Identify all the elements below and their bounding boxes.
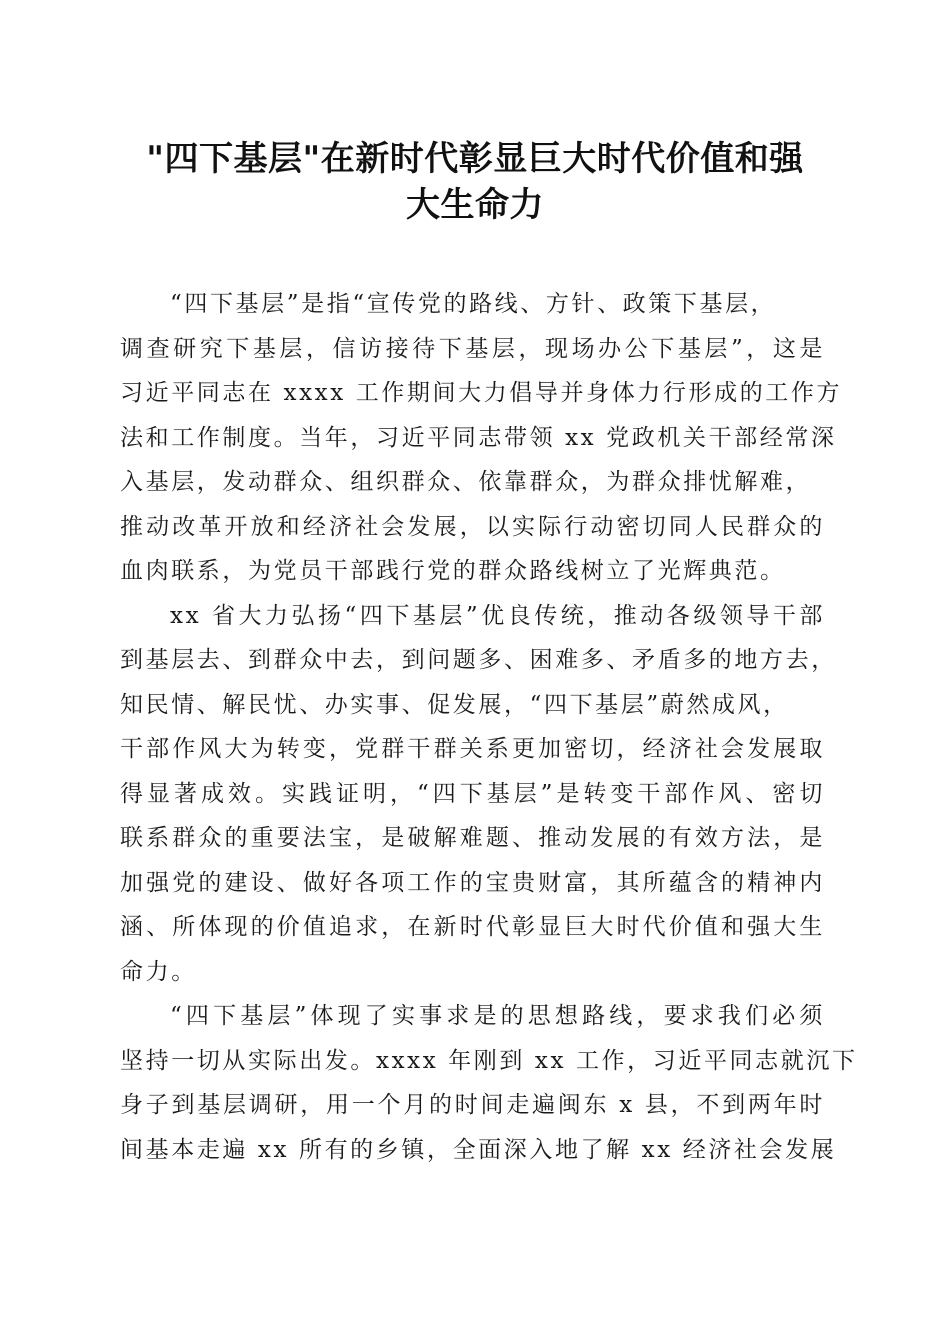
- paragraph-line: 调查研究下基层，信访接待下基层，现场办公下基层”，这是: [120, 335, 825, 362]
- title-line: "四下基层"在新时代彰显巨大时代价值和强: [146, 139, 804, 179]
- paragraph-line: 法和工作制度。当年，习近平同志带领 xx 党政机关干部经常深: [120, 424, 837, 451]
- document-body: [120, 282, 858, 1172]
- paragraph-line: 干部作风大为转变，党群干群关系更加密切，经济社会发展取: [120, 736, 825, 762]
- paragraph-line: 习近平同志在 xxxx 工作期间大力倡导并身体力行形成的工作方: [120, 380, 843, 406]
- paragraph-line: 知民情、解民忧、办实事、促发展，“四下基层”蔚然成风，: [120, 691, 789, 718]
- paragraph-line: 推动改革开放和经济社会发展，以实际行动密切同人民群众的: [120, 513, 825, 540]
- paragraph-line: 入基层，发动群众、组织群众、依靠群众，为群众排忧解难，: [120, 469, 812, 495]
- paragraph-line: 坚持一切从实际出发。xxxx 年刚到 xx 工作，习近平同志就沉下: [120, 1047, 858, 1074]
- paragraph-line: “四下基层”是指“宣传党的路线、方针、政策下基层，: [170, 291, 777, 317]
- paragraph-line: xx 省大力弘扬“四下基层”优良传统，推动各级领导干部: [170, 602, 825, 629]
- paragraph-line: 身子到基层调研，用一个月的时间走遍闽东 x 县，不到两年时: [120, 1092, 825, 1118]
- paragraph-line: 命力。: [120, 958, 197, 985]
- paragraph-line: 加强党的建设、做好各项工作的宝贵财富，其所蕴含的精神内: [120, 869, 825, 896]
- paragraph-line: 得显著成效。实践证明，“四下基层”是转变干部作风、密切: [120, 780, 825, 807]
- paragraph-line: 联系群众的重要法宝，是破解难题、推动发展的有效方法，是: [120, 825, 825, 851]
- paragraph-line: 涵、所体现的价值追求，在新时代彰显巨大时代价值和强大生: [120, 914, 825, 940]
- document-title: [100, 136, 850, 228]
- paragraph-line: 到基层去、到群众中去，到问题多、困难多、矛盾多的地方去，: [120, 647, 837, 673]
- title-line: 大生命力: [406, 185, 544, 225]
- paragraph-line: “四下基层”体现了实事求是的思想路线，要求我们必须: [170, 1003, 825, 1029]
- paragraph-line: 间基本走遍 xx 所有的乡镇，全面深入地了解 xx 经济社会发展: [120, 1136, 837, 1163]
- paragraph-line: 血肉联系，为党员干部践行党的群众路线树立了光辉典范。: [120, 558, 786, 584]
